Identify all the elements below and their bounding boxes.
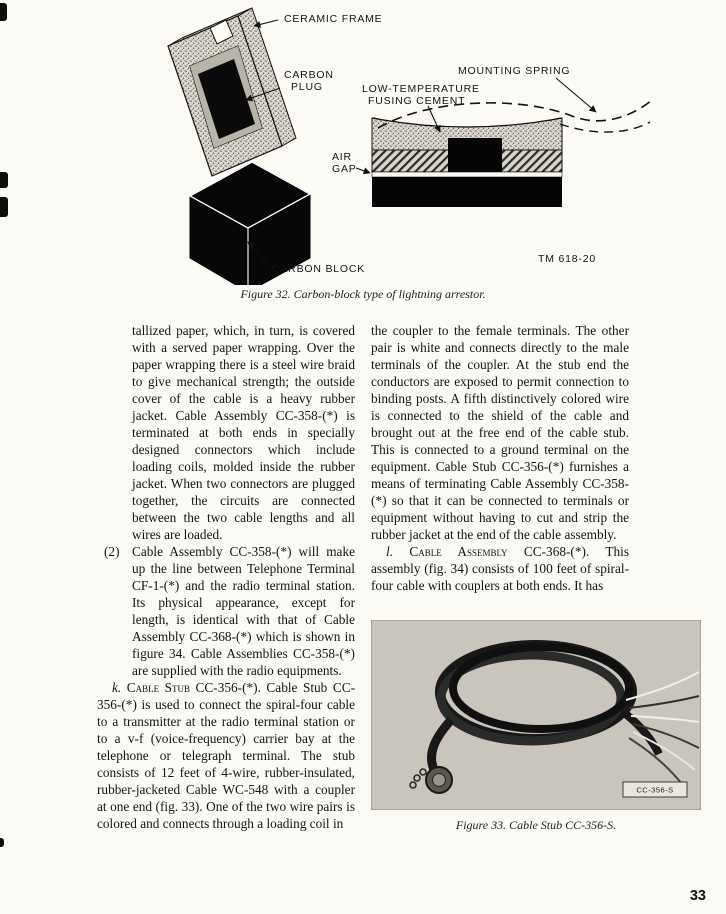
paragraph-continuation: the coupler to the female terminals. The other pair is white and connects directly to the male terminals of the coupler. At the stub end the conductors are exposed to permit connection to binding posts. A fifth distinctively colored wire is connected to the shield of the cable and brought out at the free end of the cable stub. This is connected to a ground terminal on the equipment. Cable Stub CC-356-(*) furnishes a means of terminating Cable Assembly CC-358-(*) so that it can be connected to terminals or equipment without having to cut and strip the rubber jacket at the end of the cable assembly. <box>371 323 629 542</box>
paragraph-body: Cable Stub CC-356-(*) is used to connect the spiral-four cable to a transmitter at the radio terminal station or to a v-f (voice-frequency) carrier bay at the telephone or telegraph terminal. The stub consists of 12 feet of 4-wire, rubber-insulated, rubber-jacketed Cable WC-548 with a coupler at one end (fig. 33). One of the two wire pairs is colored and connects through a loading coil in <box>97 680 356 831</box>
ceramic-frame-shape <box>168 8 296 176</box>
paragraph-body: This assembly (fig. 34) consists of 100 feet of spiral-four cable with couplers at both ends. It has <box>371 544 629 593</box>
list-item-text: Cable Assembly CC-358-(*) will make up the line between Telephone Terminal CF-1-(*) and the radio terminal station. Its physical appearance, except for length, is identical with that of Cable Assembly CC-368-(*) which is shown in figure 34. Cable Assemblies CC-358-(*) are supplied with the radio equipments. <box>132 544 355 678</box>
list-item-number: (2) <box>104 544 120 559</box>
paragraph-heading: Cable Stub CC-356-(*). <box>126 680 261 695</box>
paragraph-heading: Cable Assembly CC-368-(*). <box>409 544 590 559</box>
figure-33-photo <box>371 620 701 810</box>
label-carbon-plug-2: PLUG <box>291 81 323 93</box>
photo-id-label: CC-356-S <box>636 785 674 795</box>
photo-id-tag <box>623 782 687 797</box>
label-air-gap-2: GAP <box>332 163 357 175</box>
label-carbon-plug-1: CARBON <box>284 69 334 81</box>
figure-32-diagram <box>0 0 726 285</box>
label-fusing-cement-1: LOW-TEMPERATURE <box>362 83 480 95</box>
figure-33 <box>371 620 701 833</box>
right-column <box>371 322 674 833</box>
label-mounting-spring: MOUNTING SPRING <box>458 65 571 77</box>
paragraph-l <box>371 543 629 594</box>
text-columns <box>97 322 674 833</box>
paragraph-letter: l. <box>386 544 394 559</box>
scan-artifact <box>0 838 4 847</box>
label-tm-number: TM 618-20 <box>538 253 596 265</box>
cross-section <box>371 100 652 207</box>
figure-32 <box>0 0 726 302</box>
list-item-2 <box>97 543 355 679</box>
paragraph-continuation: tallized paper, which, in turn, is covered with a served paper wrapping. Over the paper wrapping there is a steel wire braid to give mechanical strength; the outside cover of the cable is a heavy rubber jacket. Cable Assembly CC-358-(*) is terminated at both ends in specially designed connectors which include loading coils, molded inside the rubber jacket. When two connectors are plugged together, the circuits are connected between the two cable lengths and all wires are loaded. <box>132 323 355 542</box>
label-fusing-cement-2: FUSING CEMENT <box>368 95 466 107</box>
label-carbon-block: CARBON BLOCK <box>272 263 366 275</box>
paragraph-letter: k. <box>112 680 122 695</box>
label-ceramic-frame: CERAMIC FRAME <box>284 13 383 25</box>
page-number: 33 <box>689 888 706 904</box>
figure-33-caption: Figure 33. Cable Stub CC-356-S. <box>455 818 617 832</box>
paragraph-k <box>97 679 355 832</box>
label-air-gap-1: AIR <box>332 151 352 163</box>
left-column <box>97 322 355 833</box>
figure-32-caption: Figure 32. Carbon-block type of lightning arrestor. <box>240 287 486 301</box>
